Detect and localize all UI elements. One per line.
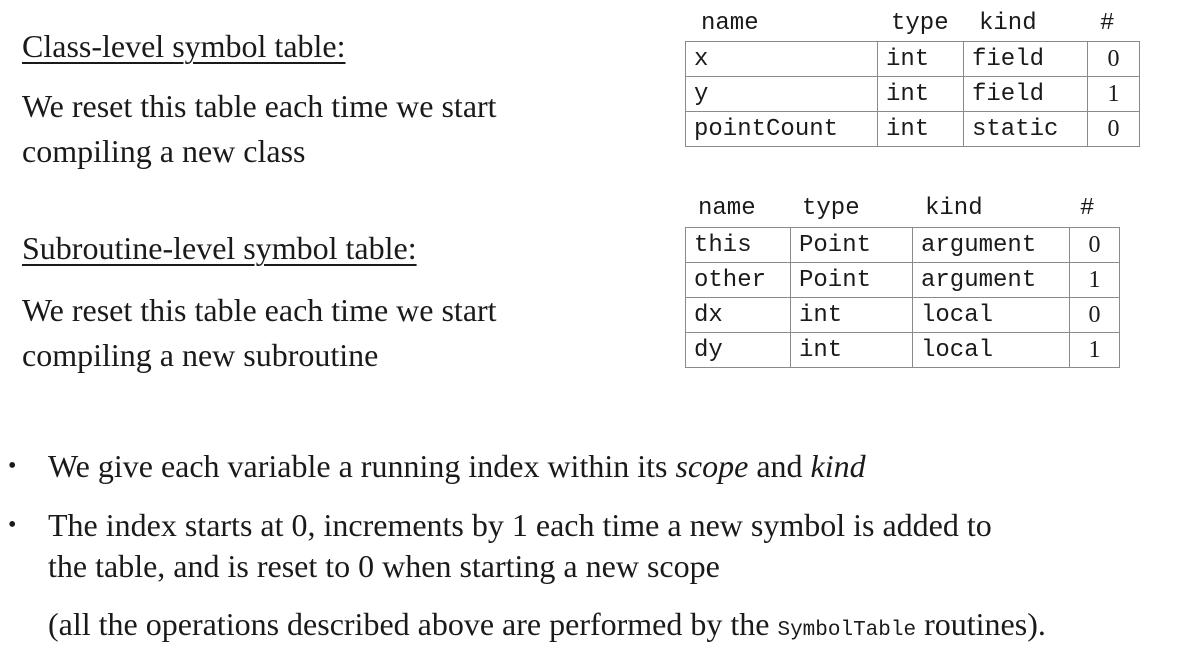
bullet-text-line2: the table, and is reset to 0 when starting a new scope <box>48 548 720 584</box>
cell-index: 0 <box>1088 42 1140 77</box>
class-header-kind: kind <box>979 10 1037 37</box>
cell-kind: static <box>964 112 1088 147</box>
cell-kind: field <box>964 77 1088 112</box>
sub-header-type: type <box>802 195 860 222</box>
subroutine-desc-line2: compiling a new subroutine <box>22 337 379 373</box>
sub-header-index: # <box>1080 195 1095 222</box>
bullet-icon: • <box>8 453 17 479</box>
cell-kind: argument <box>913 228 1070 263</box>
class-header-index: # <box>1100 10 1115 37</box>
cell-index: 1 <box>1070 263 1120 298</box>
cell-name: other <box>686 263 791 298</box>
cell-name: this <box>686 228 791 263</box>
bullet-text-line1: The index starts at 0, increments by 1 each time a new symbol is added to <box>48 507 992 543</box>
class-table-description <box>22 84 497 174</box>
cell-name: dx <box>686 298 791 333</box>
table-row <box>686 263 1120 298</box>
class-header-name: name <box>701 10 759 37</box>
symboltable-note <box>48 604 1046 651</box>
sub-header-name: name <box>698 195 756 222</box>
cell-kind: local <box>913 333 1070 368</box>
bullet-text-pre: We give each variable a running index within its <box>48 448 676 484</box>
cell-type: int <box>791 298 913 333</box>
class-table-heading: Class-level symbol table: <box>22 28 346 64</box>
table-row <box>686 42 1140 77</box>
table-row <box>686 333 1120 368</box>
subroutine-symbol-table <box>685 227 1120 368</box>
cell-type: int <box>878 77 964 112</box>
sub-header-kind: kind <box>925 195 983 222</box>
cell-kind: field <box>964 42 1088 77</box>
cell-index: 1 <box>1088 77 1140 112</box>
bullet-text-scope: scope <box>675 448 749 484</box>
note-code: SymbolTable <box>777 619 917 642</box>
bullet-text <box>48 446 866 487</box>
subroutine-table-headers <box>685 193 1125 227</box>
cell-index: 0 <box>1088 112 1140 147</box>
class-desc-line1: We reset this table each time we start <box>22 88 497 124</box>
note-text-post: routines). <box>916 606 1046 642</box>
bullet-icon: • <box>8 512 17 538</box>
cell-name: pointCount <box>686 112 878 147</box>
cell-type: Point <box>791 228 913 263</box>
cell-name: dy <box>686 333 791 368</box>
cell-name: y <box>686 77 878 112</box>
subroutine-table-description <box>22 288 497 378</box>
cell-type: int <box>878 112 964 147</box>
cell-index: 1 <box>1070 333 1120 368</box>
table-row <box>686 298 1120 333</box>
class-table-headers <box>685 8 1145 42</box>
cell-kind: local <box>913 298 1070 333</box>
cell-type: int <box>791 333 913 368</box>
bullet-text-kind: kind <box>810 448 866 484</box>
note-text-pre: (all the operations described above are performed by the <box>48 606 778 642</box>
cell-name: x <box>686 42 878 77</box>
cell-index: 0 <box>1070 298 1120 333</box>
bullet-text-mid: and <box>748 448 811 484</box>
subroutine-desc-line1: We reset this table each time we start <box>22 292 497 328</box>
cell-kind: argument <box>913 263 1070 298</box>
table-row <box>686 112 1140 147</box>
class-symbol-table <box>685 41 1140 147</box>
table-row <box>686 228 1120 263</box>
table-row <box>686 77 1140 112</box>
cell-type: int <box>878 42 964 77</box>
bullet-text <box>48 505 992 587</box>
class-desc-line2: compiling a new class <box>22 133 306 169</box>
subroutine-table-heading: Subroutine-level symbol table: <box>22 230 417 266</box>
cell-index: 0 <box>1070 228 1120 263</box>
cell-type: Point <box>791 263 913 298</box>
class-header-type: type <box>891 10 949 37</box>
